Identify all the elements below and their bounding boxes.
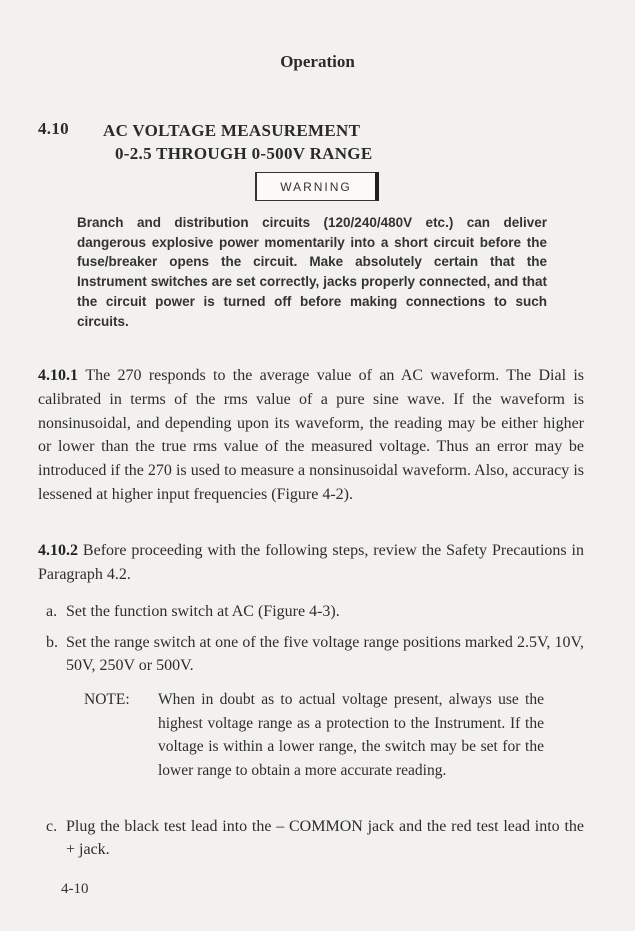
warning-label-box [255,172,379,201]
warning-label: WARNING [280,179,352,194]
step-b [46,631,584,677]
step-letter: c. [46,818,58,835]
section-title [103,119,372,165]
section-title-line2: 0-2.5 THROUGH 0-500V RANGE [115,144,373,163]
warning-text: Branch and distribution circuits (120/240/480V etc.) can deliver dangerous explosive power momentarily into a short circuit before the fuse/breaker opens the circuit. Make absolutely certain that the Instrument switches are set correctly, jacks properly connected, and that the circuit power is turned off before making connections to such circuits. [77,215,547,329]
paragraph-text: Before proceeding with the following steps, review the Safety Precautions in Paragraph 4.2. [38,542,584,583]
note-label: NOTE: [84,691,130,708]
paragraph-4-10-1 [38,364,584,507]
page-number: 4-10 [61,881,89,897]
step-letter: b. [46,634,58,651]
step-text: Set the range switch at one of the five voltage range positions marked 2.5V, 10V, 50V, 250V or 500V. [66,634,584,674]
step-text: Set the function switch at AC (Figure 4-3). [66,603,340,620]
running-title: Operation [280,52,355,71]
note-block [84,688,544,782]
step-letter: a. [46,603,58,620]
paragraph-text: The 270 responds to the average value of an AC waveform. The Dial is calibrated in terms of the rms value of a pure sine wave. If the waveform is nonsinusoidal, and depending upon its waveform, the reading may be either higher or lower than the true rms value of the measured voltage. Thus an error may be introduced if the 270 is used to measure a nonsinusoidal waveform. Also, accuracy is lessened at higher input frequencies (Figure 4-2). [38,367,585,503]
step-c [46,815,584,861]
paragraph-4-10-2 [38,539,584,587]
step-text: Plug the black test lead into the – COMMON jack and the red test lead into the + jack. [66,818,584,858]
section-title-line1: AC VOLTAGE MEASUREMENT [103,121,361,140]
step-a [46,600,584,623]
paragraph-number: 4.10.2 [38,542,83,559]
note-text: When in doubt as to actual voltage present, always use the highest voltage range as a protection to the Instrument. If the voltage is within a lower range, the switch may be set for the lower range to obtain a more accurate reading. [158,691,544,779]
paragraph-number: 4.10.1 [38,367,86,384]
section-number: 4.10 [38,119,69,138]
